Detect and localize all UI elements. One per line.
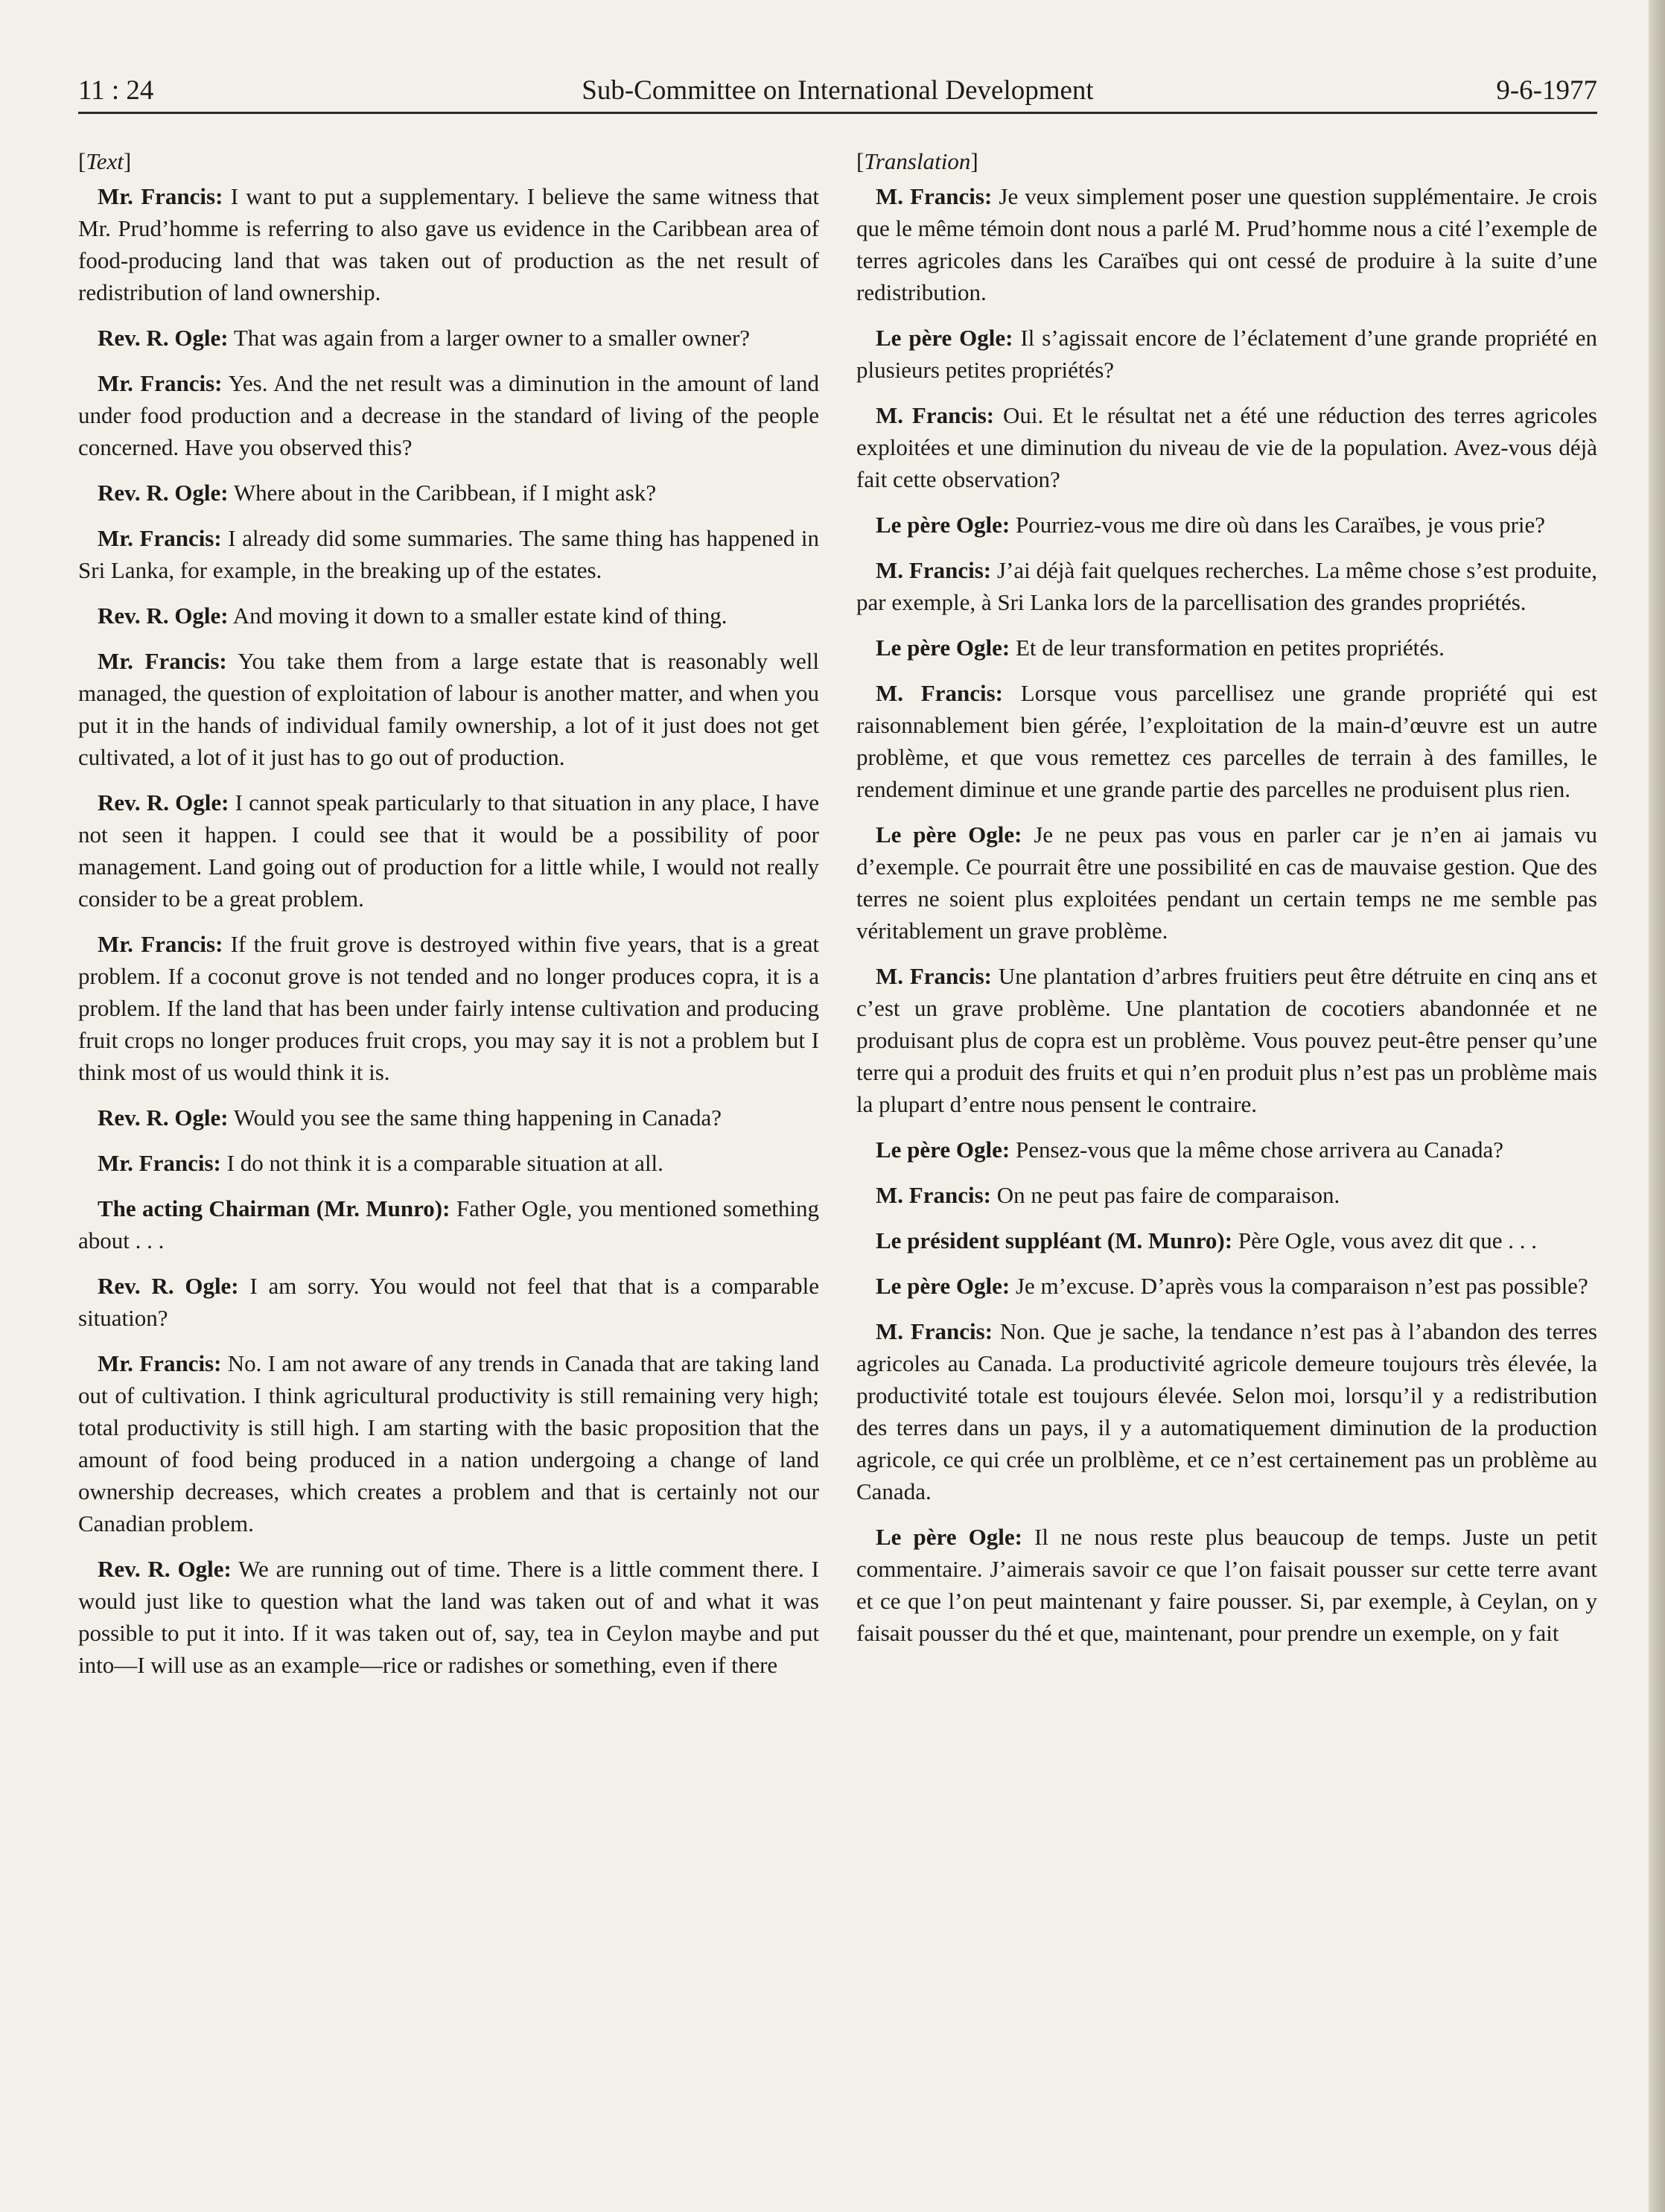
speech-text: We are running out of time. There is a little comment there. I would just like to question what the land was taken out of and what it was possible to put it into. If it was taken out of, say, tea in Ceylon maybe and put into—I will use as an example—rice or radishes or something, even if there <box>78 1556 819 1678</box>
speaker-name: M. Francis: <box>876 402 995 428</box>
speech-text: I want to put a supplementary. I believe the same witness that Mr. Prud’homme is referring to also gave us evidence in the Caribbean area of food-producing land that was taken out of production as the net result of redistribution of land ownership. <box>78 183 820 305</box>
speaker-name: M. Francis: <box>876 680 1003 706</box>
transcript-paragraph <box>78 1102 819 1134</box>
speech-text: And moving it down to a smaller estate kind of thing. <box>232 603 728 629</box>
language-label-text: Text <box>86 148 124 174</box>
transcript-paragraph <box>78 1347 819 1539</box>
speech-text: Yes. And the net result was a diminution in the amount of land under food production and a decrease in the standard of living of the people concerned. Have you observed this? <box>78 370 819 460</box>
speech-text: Il ne nous reste plus beaucoup de temps. Juste un petit commentaire. J’aimerais savoir ce que l’on faisait pousser sur cette terre avant et ce que l’on peut maintenant y faire pousser. Si, par exemple, à Ceylan, on y faisait pousser du thé et que, maintenant, pour prendre un exemple, on y fait <box>856 1524 1598 1646</box>
speaker-name: Le père Ogle: <box>876 821 1022 848</box>
transcript-paragraph <box>856 322 1597 386</box>
transcript-paragraph <box>78 180 819 308</box>
speech-text: Lorsque vous parcellisez une grande propriété qui est raisonnablement bien gérée, l’exploitation de la main-d’œuvre est un autre problème, et que vous remettez ces parcelles de terrain à des familles, le rendement diminue et une grande partie des parcelles ne produisent plus rien. <box>856 680 1597 802</box>
language-label: [Translation] <box>856 148 978 174</box>
speech-text: That was again from a larger owner to a smaller owner? <box>233 325 751 351</box>
speaker-name: Rev. R. Ogle: <box>98 1105 229 1131</box>
transcript-paragraph <box>856 1224 1597 1256</box>
header-rule <box>78 112 1597 114</box>
speech-text: J’ai déjà fait quelques recherches. La même chose s’est produite, par exemple, à Sri Lanka lors de la parcellisation des grandes propriétés. <box>856 557 1597 615</box>
transcript-paragraph <box>856 1270 1597 1302</box>
transcript-paragraph <box>78 522 819 586</box>
transcript-paragraph <box>856 1521 1597 1649</box>
running-title: Sub-Committee on International Development <box>582 75 1094 106</box>
speech-text: I cannot speak particularly to that situation in any place, I have not seen it happen. I could see that it would be a possibility of poor management. Land going out of production for a little while, I would not really consider to be a great problem. <box>78 789 820 912</box>
transcript-paragraph <box>856 1315 1597 1507</box>
page-edge-shadow <box>1649 0 1665 2212</box>
transcript-paragraph <box>78 1270 819 1334</box>
header-date: 9-6-1977 <box>1496 75 1597 106</box>
speech-text: You take them from a large estate that is reasonably well managed, the question of exploitation of labour is another matter, and when you put it in the hands of individual family ownership, a lot of it just does not get cultivated, a lot of it just has to go out of production. <box>78 648 819 770</box>
speech-text: Père Ogle, vous avez dit que . . . <box>1238 1227 1537 1253</box>
transcript-paragraph <box>78 477 819 509</box>
speaker-name: Le père Ogle: <box>876 1273 1010 1299</box>
speech-text: I already did some summaries. The same thing has happened in Sri Lanka, for example, in the breaking up of the estates. <box>78 525 820 583</box>
speaker-name: Rev. R. Ogle: <box>98 789 229 816</box>
transcript-paragraph <box>78 367 819 463</box>
speech-text: I am sorry. You would not feel that that is a comparable situation? <box>78 1273 820 1331</box>
speech-text: Pourriez-vous me dire où dans les Caraïbes, je vous prie? <box>1015 512 1546 538</box>
speaker-name: Rev. R. Ogle: <box>98 1556 232 1582</box>
speaker-name: Le père Ogle: <box>876 1137 1010 1163</box>
speaker-name: M. Francis: <box>876 1182 991 1208</box>
transcript-paragraph <box>78 600 819 632</box>
speaker-name: Mr. Francis: <box>98 931 223 957</box>
speaker-name: Rev. R. Ogle: <box>98 603 229 629</box>
speech-text: I do not think it is a comparable situation at all. <box>226 1150 663 1176</box>
speech-text: Oui. Et le résultat net a été une réduction des terres agricoles exploitées et une diminution du niveau de vie de la population. Avez-vous déjà fait cette observation? <box>856 402 1597 492</box>
page-number: 11 : 24 <box>78 75 154 106</box>
speech-text: On ne peut pas faire de comparaison. <box>996 1182 1340 1208</box>
language-label: [Text] <box>78 148 132 174</box>
transcript-paragraph <box>856 509 1597 541</box>
page-header <box>78 69 1597 113</box>
transcript-paragraph <box>856 554 1597 618</box>
transcript-paragraph <box>78 928 819 1088</box>
speaker-name: Mr. Francis: <box>98 1350 222 1376</box>
speech-text: Non. Que je sache, la tendance n’est pas à l’abandon des terres agricoles au Canada. La productivité agricole demeure toujours très élevée, la productivité totale est toujours élevée. Selon moi, lorsqu’il y a redistribution des terres dans un pays, il y a automatiquement diminution de la production agricole, ce qui crée un prolblème, et ce n’est certainement pas un problème au Canada. <box>856 1318 1598 1504</box>
transcript-paragraph <box>856 819 1597 947</box>
speaker-name: Rev. R. Ogle: <box>98 1273 239 1299</box>
speaker-name: Mr. Francis: <box>98 1150 221 1176</box>
speech-text: Je m’excuse. D’après vous la comparaison n’est pas possible? <box>1015 1273 1588 1299</box>
transcript-paragraph <box>78 1192 819 1256</box>
transcript-paragraph <box>78 322 819 354</box>
transcript-paragraph <box>78 645 819 773</box>
transcript-paragraph <box>78 1147 819 1179</box>
speaker-name: Rev. R. Ogle: <box>98 325 229 351</box>
transcript-paragraph <box>856 677 1597 805</box>
speaker-name: Le président suppléant (M. Munro): <box>876 1227 1233 1253</box>
speech-text: No. I am not aware of any trends in Canada that are taking land out of cultivation. I think agricultural productivity is still remaining very high; total productivity is still high. I am starting with the basic proposition that the amount of food being produced in a nation undergoing a change of land ownership decreases, which creates a problem and that is certainly not our Canadian problem. <box>78 1350 820 1536</box>
french-column <box>856 145 1597 1662</box>
speaker-name: Mr. Francis: <box>98 183 223 209</box>
speaker-name: Le père Ogle: <box>876 1524 1022 1550</box>
speech-text: Would you see the same thing happening in Canada? <box>233 1105 722 1131</box>
speaker-name: M. Francis: <box>876 183 993 209</box>
speech-text: Pensez-vous que la même chose arrivera au Canada? <box>1015 1137 1503 1163</box>
speaker-name: Mr. Francis: <box>98 648 227 674</box>
transcript-paragraph <box>856 399 1597 495</box>
speaker-name: Le père Ogle: <box>876 325 1013 351</box>
speech-text: Je veux simplement poser une question supplémentaire. Je crois que le même témoin dont nous a parlé M. Prud’homme nous a cité l’exemple de terres agricoles dans les Caraïbes qui ont cessé de produire à la suite d’une redistribution. <box>856 183 1597 305</box>
language-label-text: Translation <box>864 148 971 174</box>
transcript-paragraph <box>856 960 1597 1120</box>
speech-text: Father Ogle, you mentioned something about . . . <box>78 1195 820 1253</box>
transcript-paragraph <box>856 1179 1597 1211</box>
speaker-name: Le père Ogle: <box>876 512 1010 538</box>
transcript-paragraph <box>78 1553 819 1681</box>
speaker-name: M. Francis: <box>876 1318 993 1344</box>
transcript-paragraph <box>856 632 1597 664</box>
speech-text: If the fruit grove is destroyed within five years, that is a great problem. If a coconut grove is not tended and no longer produces copra, it is a problem. If the land that has been under fairly intense cultivation and producing fruit crops no longer produces fruit crops, you may say it is not a problem but I think most of us would think it is. <box>78 931 820 1085</box>
speech-text: Une plantation d’arbres fruitiers peut être détruite en cinq ans et c’est un grave problème. Une plantation de cocotiers abandonnée et ne produisant plus de copra est un problème. Vous pouvez peut-être penser qu’une terre qui a produit des fruits et qui n’en produit plus n’est pas un problème mais la plupart d’entre nous pensent le contraire. <box>856 963 1597 1117</box>
speech-text: Where about in the Caribbean, if I might ask? <box>233 480 657 506</box>
speaker-name: M. Francis: <box>876 963 993 989</box>
english-column <box>78 145 819 1694</box>
transcript-paragraph <box>78 786 819 915</box>
speaker-name: The acting Chairman (Mr. Munro): <box>98 1195 451 1221</box>
speaker-name: Mr. Francis: <box>98 370 223 396</box>
speaker-name: Le père Ogle: <box>876 635 1010 661</box>
speaker-name: M. Francis: <box>876 557 992 583</box>
speech-text: Et de leur transformation en petites propriétés. <box>1015 635 1445 661</box>
transcript-paragraph <box>856 180 1597 308</box>
speaker-name: Rev. R. Ogle: <box>98 480 229 506</box>
transcript-paragraph <box>856 1134 1597 1166</box>
speech-text: Je ne peux pas vous en parler car je n’en ai jamais vu d’exemple. Ce pourrait être une possibilité en cas de mauvaise gestion. Que des terres ne soient plus exploitées pendant un certain temps ne me semble pas véritablement un grave problème. <box>856 821 1598 944</box>
speech-text: Il s’agissait encore de l’éclatement d’une grande propriété en plusieurs petites propriétés? <box>856 325 1598 383</box>
speaker-name: Mr. Francis: <box>98 525 222 551</box>
